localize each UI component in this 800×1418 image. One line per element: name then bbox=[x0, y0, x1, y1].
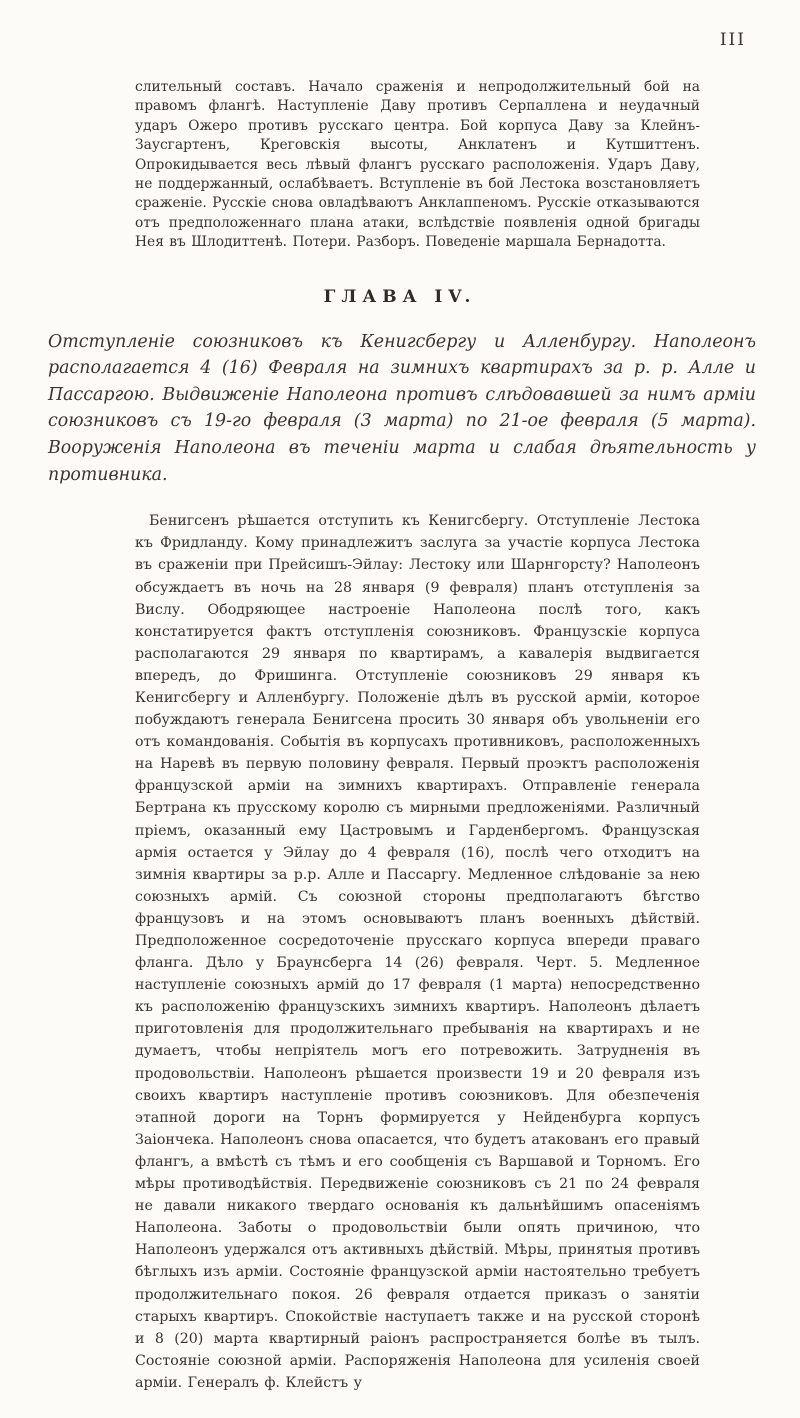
chapter-contents-summary: Бенигсенъ рѣшается отступить къ Кенигсбергу. Отступленіе Лестока къ Фридланду. Кому принадлежитъ заслуга за участіе корпуса Лестока въ сраженіи при Прейсишъ-Эйлау: Лестоку или Шарнгорсту? Наполеонъ обсуждаетъ въ ночь на 28 января (9 февраля) планъ отступленія за Вислу. Ободряющее настроеніе Наполеона послѣ того, какъ констатируется фактъ отступленія союзниковъ. Французскіе корпуса располагаются 29 января по квартирамъ, а кавалерія выдвигается впередъ, до Фришинга. Отступленіе союзниковъ 29 января къ Кенигсбергу и Алленбургу. Положеніе дѣлъ въ русской арміи, которое побуждаютъ генерала Бенигсена просить 30 января объ увольненіи его отъ командованія. Событія въ корпусахъ противниковъ, расположенныхъ на Наревѣ въ первую половину февраля. Первый проэктъ расположенія французской арміи на зимнихъ квартирахъ. Отправленіе генерала Бертрана къ прусскому королю съ мирными предложеніями. Различный пріемъ, оказанный ему Цастровымъ и Гарденбергомъ. Французская армія остается у Эйлау до 4 февраля (16), послѣ чего отходитъ на зимнія квартиры за р.р. Алле и Пассаргу. Медленное слѣдованіе за нею союзныхъ армій. Съ союзной стороны предполагаютъ бѣгство французовъ и на этомъ основываютъ планъ военныхъ дѣйствій. Предположенное сосредоточеніе прусскаго корпуса впереди праваго фланга. Дѣло у Браунсберга 14 (26) февраля. Черт. 5. Медленное наступленіе союзныхъ армій до 17 февраля (1 марта) непосредственно къ расположенію французскихъ зимнихъ квартиръ. Наполеонъ дѣлаетъ приготовленія для продолжительнаго пребыванія на квартирахъ и не думаетъ, чтобы непріятель могъ его потревожить. Затрудненія въ продовольствіи. Наполеонъ рѣшается произвести 19 и 20 февраля изъ своихъ квартиръ наступленіе противъ союзниковъ. Для обезпеченія этапной дороги на Торнъ формируется у Нейденбурга корпусъ Заіончека. Наполеонъ снова опасается, что будетъ атакованъ его правый флангъ, а вмѣстѣ съ тѣмъ и его сообщенія съ Варшавой и Торномъ. Его мѣры противодѣйствія. Передвиженіе союзниковъ съ 21 по 24 февраля не давали никакого твердаго основанія къ дальнѣйшимъ опасеніямъ Наполеона. Заботы о продовольствіи были опять причиною, что Наполеонъ удержался отъ активныхъ дѣйствій. Мѣры, принятыя противъ бѣглыхъ изъ арміи. Состояніе французской арміи настоятельно требуетъ продолжительнаго покоя. 26 февраля отдается приказъ о занятіи старыхъ квартиръ. Спокойствіе наступаетъ также и на русской сторонѣ и 8 (20) марта квартирный раіонъ распространяется болѣе въ тылъ. Состояніе союзной арміи. Распоряженія Наполеона для усиленія своей арміи. Генералъ ф. Клейстъ у bbox=[135, 513, 700, 1391]
page-number: III bbox=[719, 30, 746, 50]
previous-chapter-contents-continuation: слительный составъ. Начало сраженія и непродолжительный бой на правомъ флангѣ. Наступленіе Даву противъ Серпаллена и неудачный ударъ Ожеро противъ русскаго центра. Бой корпуса Даву за Клейнъ-Заусгартенъ, Креговскія высоты, Анклатенъ и Кутшиттенъ. Опрокидывается весь лѣвый флангъ русскаго расположенія. Ударъ Даву, не поддержанный, ослабѣваетъ. Вступленіе въ бой Лестока возстановляетъ сраженіе. Русскіе снова овладѣваютъ Анклаппеномъ. Русскіе отказываются отъ предположеннаго плана атаки, вслѣдствіе появленія одной бригады Нея въ Шлодиттенѣ. Потери. Разборъ. Поведеніе маршала Бернадотта. bbox=[135, 79, 700, 251]
chapter-heading: ГЛАВА IV. bbox=[323, 286, 477, 307]
chapter-argument: Отступленіе союзниковъ къ Кенигсбергу и Алленбургу. Наполеонъ располагается 4 (16) Февраля на зимнихъ квартирахъ за р. р. Алле и Пассаргою. Выдвиженіе Наполеона противъ слѣдовавшей за нимъ арміи союзниковъ съ 19-го февраля (3 марта) по 21-ое февраля (5 марта). Вооруженія Наполеона въ теченіи марта и слабая дѣятельность у противника. bbox=[48, 331, 756, 485]
